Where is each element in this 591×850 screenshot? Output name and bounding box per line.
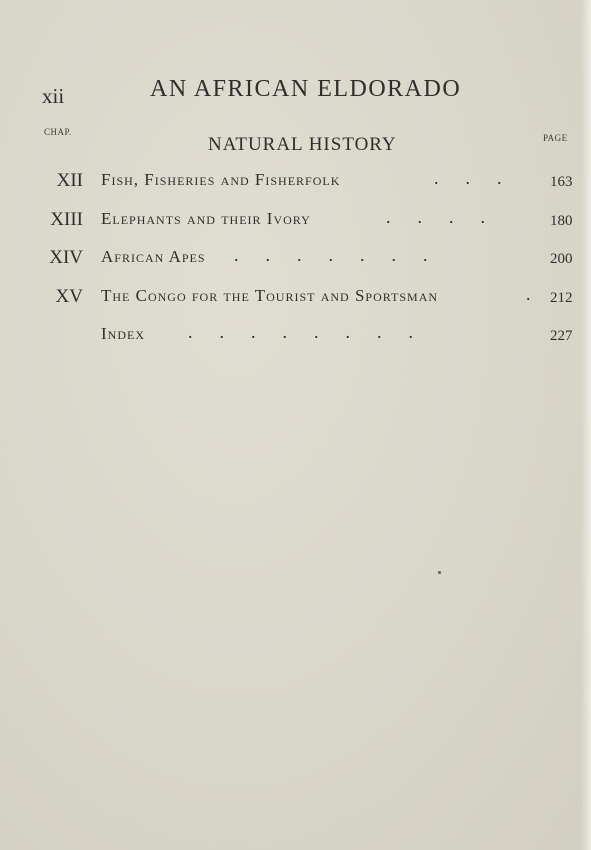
chapter-page: 212 bbox=[550, 289, 573, 306]
toc-entry bbox=[0, 168, 591, 207]
chapter-number: XV bbox=[55, 285, 83, 307]
dot-leader: . bbox=[526, 283, 531, 304]
running-title: AN AFRICAN ELDORADO bbox=[150, 76, 462, 102]
page-header bbox=[0, 74, 591, 110]
page-edge bbox=[581, 0, 591, 850]
section-title: NATURAL HISTORY bbox=[208, 134, 397, 155]
paper-speck bbox=[438, 571, 441, 574]
dot-leader: . . . bbox=[434, 168, 502, 188]
chapter-page: 163 bbox=[550, 174, 573, 190]
toc-entry bbox=[0, 207, 591, 246]
page-number: xii bbox=[42, 84, 65, 108]
chapter-title: Fish, Fisheries and Fisherfolk bbox=[101, 170, 341, 189]
dot-leader: . . . . bbox=[386, 206, 485, 227]
chapter-title: The Congo for the Tourist and Sportsman bbox=[101, 285, 439, 305]
toc-entry bbox=[0, 245, 591, 284]
chapter-title: Index bbox=[101, 324, 145, 343]
dot-leader: . . . . . . . . bbox=[188, 322, 413, 342]
chapter-number: XIV bbox=[49, 247, 83, 268]
chapter-page: 180 bbox=[550, 212, 573, 229]
chapter-title: Elephants and their Ivory bbox=[101, 208, 311, 228]
toc-entry bbox=[0, 284, 591, 323]
dot-leader: . . . . . . . bbox=[234, 245, 428, 265]
toc-entry bbox=[0, 322, 591, 361]
chapter-column-label: CHAP. bbox=[44, 127, 72, 137]
page-column-label: PAGE bbox=[543, 133, 568, 143]
chapter-title: African Apes bbox=[101, 247, 206, 266]
chapter-number: XII bbox=[56, 170, 83, 191]
chapter-page: 200 bbox=[550, 251, 573, 267]
chapter-page: 227 bbox=[550, 328, 573, 344]
chapter-number: XIII bbox=[50, 208, 83, 230]
table-of-contents bbox=[0, 168, 591, 361]
